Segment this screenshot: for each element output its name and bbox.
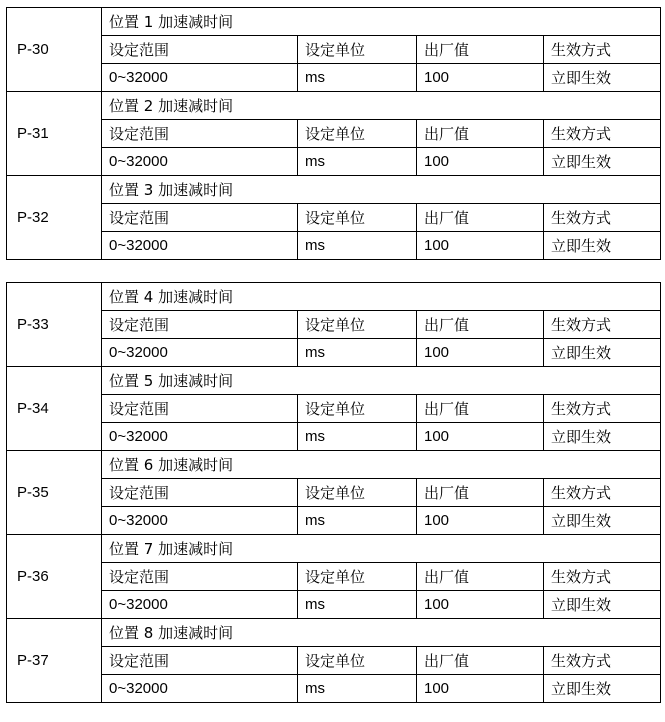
param-code: P-36 <box>7 535 102 619</box>
param-value-row <box>7 148 661 176</box>
value-range: 0~32000 <box>102 64 298 92</box>
header-unit: 设定单位 <box>298 36 417 64</box>
value-range: 0~32000 <box>102 507 298 535</box>
header-range: 设定范围 <box>102 204 298 232</box>
value-unit: ms <box>298 64 417 92</box>
param-title-row <box>7 8 661 36</box>
header-default: 出厂值 <box>417 204 544 232</box>
header-range: 设定范围 <box>102 395 298 423</box>
param-value-row <box>7 232 661 260</box>
value-effect: 立即生效 <box>544 591 661 619</box>
header-range: 设定范围 <box>102 479 298 507</box>
header-range: 设定范围 <box>102 647 298 675</box>
value-unit: ms <box>298 507 417 535</box>
header-unit: 设定单位 <box>298 479 417 507</box>
param-title: 位置 4 加速减时间 <box>102 283 661 311</box>
value-unit: ms <box>298 591 417 619</box>
param-value-row <box>7 675 661 703</box>
header-effect: 生效方式 <box>544 647 661 675</box>
param-code: P-37 <box>7 619 102 703</box>
value-effect: 立即生效 <box>544 423 661 451</box>
param-title: 位置 1 加速减时间 <box>102 8 661 36</box>
value-default: 100 <box>417 232 544 260</box>
header-unit: 设定单位 <box>298 647 417 675</box>
header-unit: 设定单位 <box>298 204 417 232</box>
header-range: 设定范围 <box>102 36 298 64</box>
header-default: 出厂值 <box>417 120 544 148</box>
header-effect: 生效方式 <box>544 36 661 64</box>
value-effect: 立即生效 <box>544 675 661 703</box>
param-value-row <box>7 507 661 535</box>
header-range: 设定范围 <box>102 563 298 591</box>
param-value-row <box>7 339 661 367</box>
param-code: P-35 <box>7 451 102 535</box>
param-title: 位置 3 加速减时间 <box>102 176 661 204</box>
value-range: 0~32000 <box>102 675 298 703</box>
param-header-row <box>7 204 661 232</box>
header-unit: 设定单位 <box>298 563 417 591</box>
header-default: 出厂值 <box>417 479 544 507</box>
param-value-row <box>7 591 661 619</box>
param-code: P-32 <box>7 176 102 260</box>
value-range: 0~32000 <box>102 148 298 176</box>
header-unit: 设定单位 <box>298 311 417 339</box>
param-code: P-31 <box>7 92 102 176</box>
param-title-row <box>7 176 661 204</box>
parameter-table-p33-p37 <box>6 282 661 703</box>
header-range: 设定范围 <box>102 311 298 339</box>
value-range: 0~32000 <box>102 591 298 619</box>
param-value-row <box>7 423 661 451</box>
header-unit: 设定单位 <box>298 120 417 148</box>
param-title-row <box>7 92 661 120</box>
header-unit: 设定单位 <box>298 395 417 423</box>
value-default: 100 <box>417 148 544 176</box>
param-title-row <box>7 283 661 311</box>
param-title-row <box>7 367 661 395</box>
param-value-row <box>7 64 661 92</box>
param-header-row <box>7 647 661 675</box>
header-effect: 生效方式 <box>544 479 661 507</box>
param-code: P-34 <box>7 367 102 451</box>
value-range: 0~32000 <box>102 423 298 451</box>
value-unit: ms <box>298 232 417 260</box>
value-effect: 立即生效 <box>544 232 661 260</box>
value-unit: ms <box>298 675 417 703</box>
value-default: 100 <box>417 423 544 451</box>
header-effect: 生效方式 <box>544 395 661 423</box>
param-title-row <box>7 535 661 563</box>
param-header-row <box>7 36 661 64</box>
header-default: 出厂值 <box>417 311 544 339</box>
header-default: 出厂值 <box>417 647 544 675</box>
value-effect: 立即生效 <box>544 339 661 367</box>
header-default: 出厂值 <box>417 395 544 423</box>
param-title: 位置 2 加速减时间 <box>102 92 661 120</box>
param-header-row <box>7 479 661 507</box>
param-title-row <box>7 619 661 647</box>
param-header-row <box>7 311 661 339</box>
header-effect: 生效方式 <box>544 563 661 591</box>
param-title: 位置 6 加速减时间 <box>102 451 661 479</box>
header-default: 出厂值 <box>417 36 544 64</box>
value-unit: ms <box>298 148 417 176</box>
value-default: 100 <box>417 64 544 92</box>
header-effect: 生效方式 <box>544 120 661 148</box>
param-code: P-30 <box>7 8 102 92</box>
param-title: 位置 8 加速减时间 <box>102 619 661 647</box>
param-header-row <box>7 563 661 591</box>
header-default: 出厂值 <box>417 563 544 591</box>
value-default: 100 <box>417 339 544 367</box>
param-header-row <box>7 395 661 423</box>
value-range: 0~32000 <box>102 339 298 367</box>
value-range: 0~32000 <box>102 232 298 260</box>
param-header-row <box>7 120 661 148</box>
value-effect: 立即生效 <box>544 507 661 535</box>
header-range: 设定范围 <box>102 120 298 148</box>
param-code: P-33 <box>7 283 102 367</box>
value-default: 100 <box>417 675 544 703</box>
value-effect: 立即生效 <box>544 64 661 92</box>
parameter-table-p30-p32 <box>6 7 661 260</box>
value-default: 100 <box>417 507 544 535</box>
param-title: 位置 5 加速减时间 <box>102 367 661 395</box>
param-title-row <box>7 451 661 479</box>
value-default: 100 <box>417 591 544 619</box>
header-effect: 生效方式 <box>544 204 661 232</box>
value-unit: ms <box>298 423 417 451</box>
param-title: 位置 7 加速减时间 <box>102 535 661 563</box>
value-unit: ms <box>298 339 417 367</box>
value-effect: 立即生效 <box>544 148 661 176</box>
header-effect: 生效方式 <box>544 311 661 339</box>
